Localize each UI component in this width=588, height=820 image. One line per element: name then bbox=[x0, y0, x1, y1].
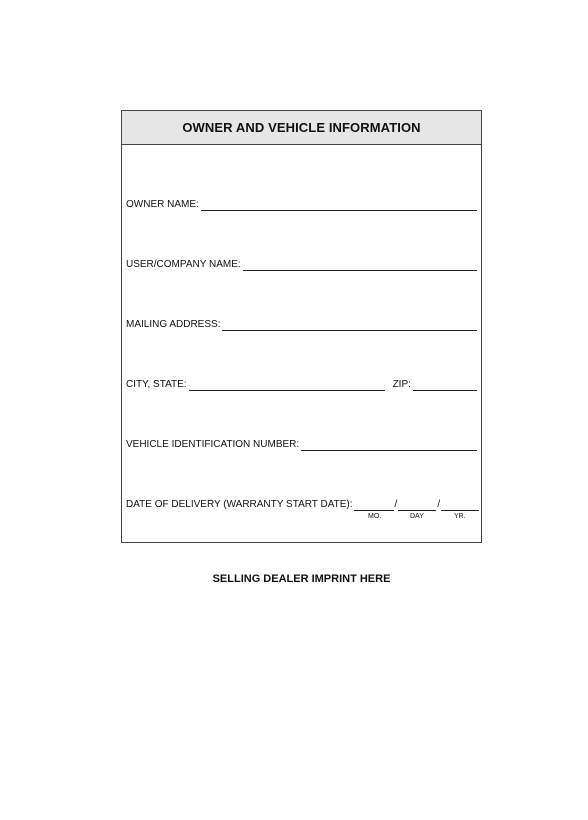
city-state-label: CITY, STATE: bbox=[126, 379, 187, 390]
delivery-date-label: DATE OF DELIVERY (WARRANTY START DATE): bbox=[126, 499, 353, 510]
form-title: OWNER AND VEHICLE INFORMATION bbox=[182, 120, 421, 135]
delivery-year-field[interactable] bbox=[441, 499, 479, 511]
city-state-field[interactable] bbox=[189, 379, 385, 391]
delivery-date-row bbox=[126, 497, 477, 511]
mailing-address-row bbox=[126, 317, 477, 331]
owner-vehicle-form bbox=[121, 110, 482, 543]
owner-name-field[interactable] bbox=[201, 199, 477, 211]
owner-name-row bbox=[126, 197, 477, 211]
delivery-day-field[interactable] bbox=[398, 499, 436, 511]
company-name-field[interactable] bbox=[243, 259, 477, 271]
date-separator: / bbox=[394, 499, 398, 510]
company-name-row bbox=[126, 257, 477, 271]
month-caption: MO. bbox=[368, 513, 382, 520]
day-caption: DAY bbox=[410, 513, 424, 520]
zip-label: ZIP: bbox=[392, 379, 411, 390]
zip-field[interactable] bbox=[413, 379, 477, 391]
city-state-zip-row bbox=[126, 377, 477, 391]
date-separator: / bbox=[437, 499, 441, 510]
dealer-imprint-label: SELLING DEALER IMPRINT HERE bbox=[212, 573, 391, 585]
company-name-label: USER/COMPANY NAME: bbox=[126, 259, 241, 270]
year-caption: YR. bbox=[454, 513, 466, 520]
owner-name-label: OWNER NAME: bbox=[126, 199, 199, 210]
vin-label: VEHICLE IDENTIFICATION NUMBER: bbox=[126, 439, 300, 450]
date-captions bbox=[122, 513, 481, 523]
vin-row bbox=[126, 437, 477, 451]
vin-field[interactable] bbox=[301, 439, 477, 451]
mailing-address-field[interactable] bbox=[222, 319, 477, 331]
mailing-address-label: MAILING ADDRESS: bbox=[126, 319, 221, 330]
delivery-month-field[interactable] bbox=[354, 499, 394, 511]
form-header bbox=[122, 111, 481, 145]
